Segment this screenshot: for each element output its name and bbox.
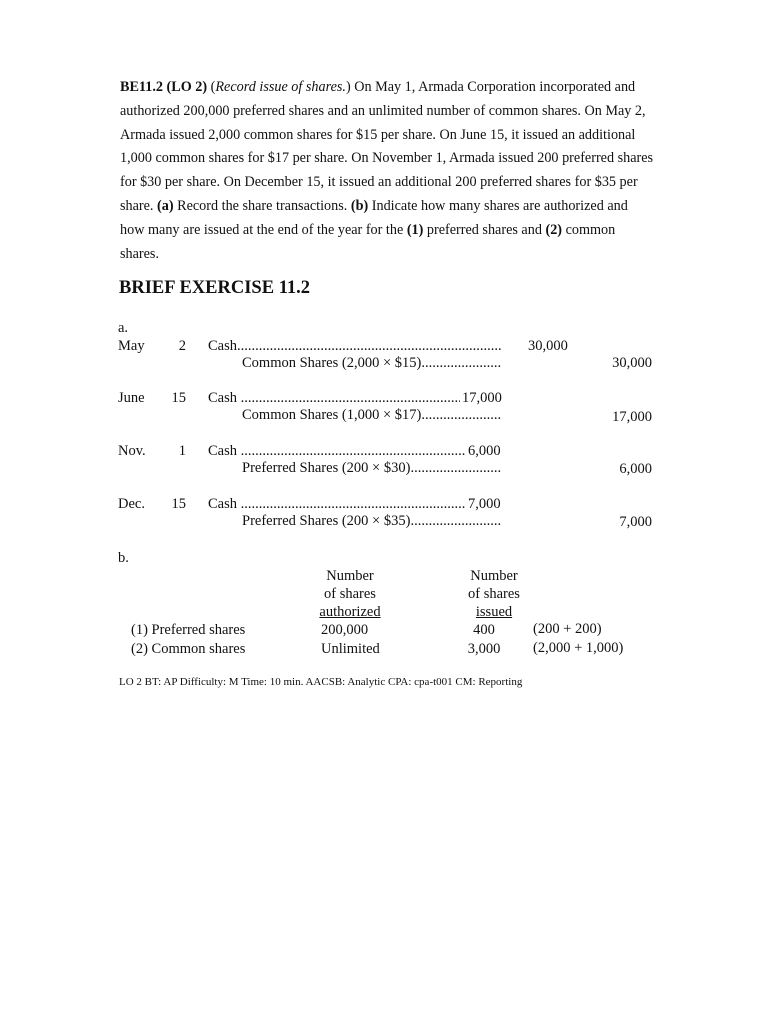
entry-month: Dec. [118, 496, 145, 512]
problem-line [120, 100, 660, 124]
problem-text-run: Indicate how many shares are authorized and [368, 197, 628, 214]
authorized-header-line: Number [326, 568, 374, 584]
problem-text-run: Armada issued 2,000 common shares for $15 per share. On June 15, it issued an additional [120, 126, 636, 143]
entry-day: 2 [178, 338, 186, 354]
entry-day: 15 [171, 390, 186, 406]
dot-leader [421, 407, 502, 423]
dot-leader [410, 513, 502, 529]
problem-text-run: for $30 per share. On December 15, it issued an additional 200 preferred shares for $35 per [120, 174, 638, 191]
entry-month: May [118, 338, 145, 354]
part-b-label: b. [118, 550, 129, 566]
issued-header-line: issued [475, 604, 513, 620]
credit-account-line [242, 407, 502, 424]
footer-metadata: LO 2 BT: AP Difficulty: M Time: 10 min. AACSB: Analytic CPA: cpa-t001 CM: Reporting [119, 676, 523, 688]
debit-account-line [208, 390, 460, 407]
debit-account-line [208, 496, 466, 513]
authorized-header-line: of shares [324, 586, 376, 602]
problem-text-run: shares. [120, 245, 160, 262]
credit-amount: 6,000 [619, 461, 652, 477]
credit-account: Preferred Shares (200 × $30) [242, 460, 411, 476]
credit-amount: 17,000 [612, 409, 652, 425]
issued-column-header [444, 567, 544, 621]
problem-text-run: (a) [157, 197, 174, 214]
debit-amount: 17,000 [462, 390, 502, 406]
problem-text-run: share. [120, 197, 158, 214]
problem-line [120, 219, 660, 243]
problem-text-run: (1) [406, 221, 424, 238]
problem-text-run: ) On May 1, Armada Corporation incorporated and [345, 79, 636, 95]
problem-text-run: authorized 200,000 preferred shares and an unlimited number of common shares. On May 2, [120, 102, 646, 119]
table-cell-issued: 400 [473, 622, 495, 638]
credit-account: Preferred Shares (200 × $35) [242, 513, 411, 529]
debit-account-line [208, 338, 502, 355]
debit-account-line [208, 443, 466, 460]
credit-account-leader [242, 513, 502, 530]
problem-line [120, 243, 660, 267]
problem-line [120, 195, 660, 219]
debit-account-leader [208, 443, 466, 460]
entry-month: Nov. [118, 443, 146, 459]
entry-day: 1 [178, 443, 186, 459]
credit-account-line [242, 460, 502, 477]
table-cell-calculation: (2,000 + 1,000) [533, 640, 624, 656]
credit-account-leader [242, 355, 502, 372]
credit-account: Common Shares (2,000 × $15) [242, 355, 422, 371]
problem-line [120, 124, 660, 148]
debit-amount: 6,000 [468, 443, 501, 459]
credit-account-leader [242, 407, 502, 424]
credit-account-leader [242, 460, 502, 477]
debit-account-leader [208, 496, 466, 513]
debit-account-leader [208, 390, 460, 407]
problem-text-run: Record the share transactions. [173, 197, 351, 214]
table-row-label: (1) Preferred shares [131, 622, 246, 638]
problem-text-run: BE11.2 (LO 2) [120, 79, 211, 95]
problem-text-run: (b) [350, 197, 369, 214]
debit-account: Cash [208, 443, 241, 459]
credit-account-line [242, 513, 502, 530]
debit-account: Cash [208, 338, 237, 354]
dot-leader [241, 443, 466, 459]
authorized-header-line: authorized [319, 604, 381, 620]
credit-amount: 7,000 [619, 514, 652, 530]
dot-leader [241, 496, 466, 512]
debit-amount: 7,000 [468, 496, 501, 512]
table-row-label: (2) Common shares [131, 641, 246, 657]
debit-account: Cash [208, 390, 241, 406]
issued-header-line: of shares [468, 586, 520, 602]
table-cell-authorized: 200,000 [321, 622, 369, 638]
entry-month: June [118, 390, 145, 406]
problem-text-run: (2) [545, 221, 563, 238]
authorized-column-header [300, 567, 400, 621]
credit-account-line [242, 355, 502, 372]
problem-statement [120, 76, 660, 266]
debit-account-leader [208, 338, 502, 355]
debit-amount: 30,000 [528, 338, 568, 354]
table-cell-issued: 3,000 [467, 641, 501, 657]
dot-leader [421, 355, 502, 371]
problem-text-run: common [562, 221, 616, 238]
problem-text-run: preferred shares and [423, 221, 546, 238]
problem-text-run: Record issue of shares. [215, 79, 346, 95]
problem-line [120, 147, 660, 171]
credit-account: Common Shares (1,000 × $17) [242, 407, 422, 423]
problem-text-run: how many are issued at the end of the year for the [120, 221, 407, 238]
problem-line [120, 171, 660, 195]
problem-text-run: 1,000 common shares for $17 per share. On November 1, Armada issued 200 preferred shares [120, 150, 654, 167]
exercise-heading: BRIEF EXERCISE 11.2 [119, 278, 311, 298]
part-a-label: a. [118, 320, 129, 336]
credit-amount: 30,000 [612, 355, 652, 371]
table-cell-calculation: (200 + 200) [533, 621, 602, 637]
dot-leader [410, 460, 502, 476]
problem-line [120, 76, 660, 100]
dot-leader [237, 338, 502, 354]
issued-header-line: Number [470, 568, 518, 584]
table-cell-authorized: Unlimited [321, 641, 380, 657]
debit-account: Cash [208, 496, 241, 512]
problem-text-run: ( [210, 79, 216, 95]
entry-day: 15 [171, 496, 186, 512]
dot-leader [241, 390, 460, 406]
